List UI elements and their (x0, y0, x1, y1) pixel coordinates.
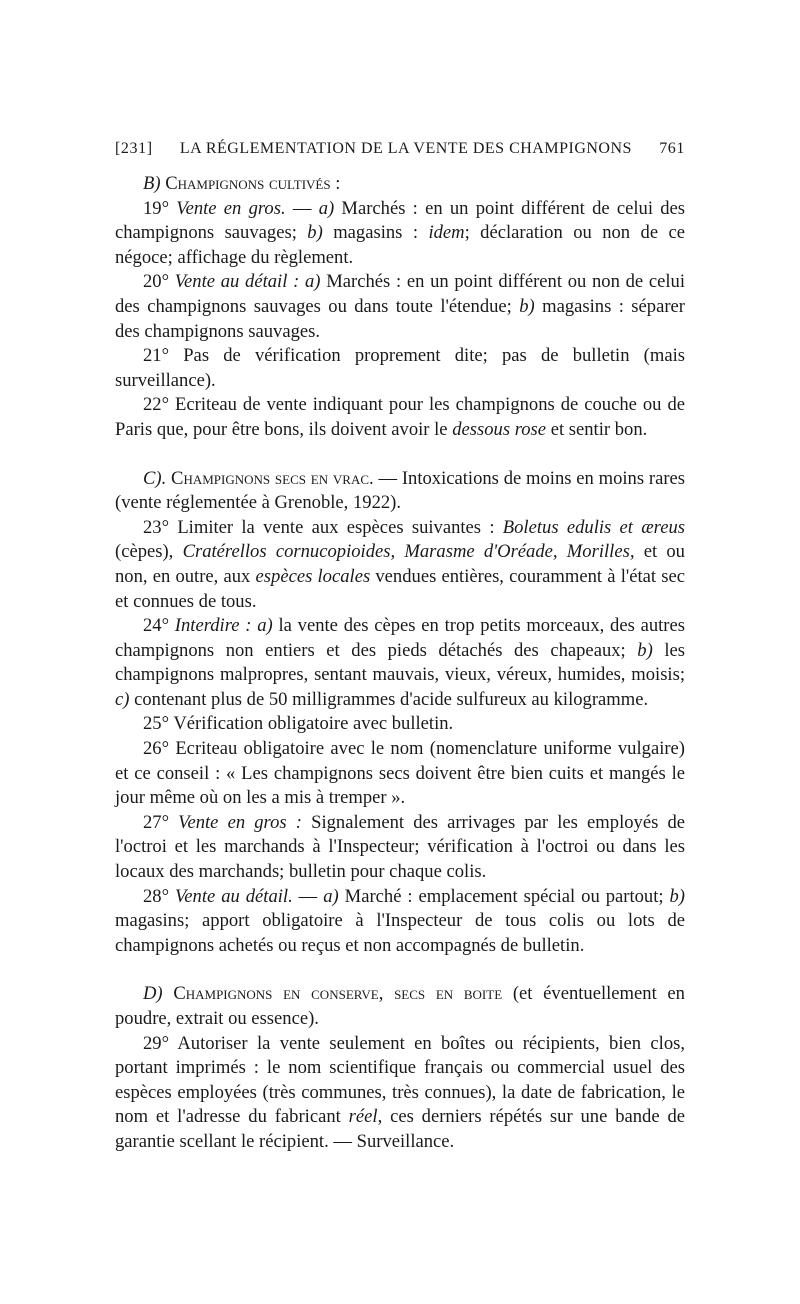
section-marker: C). (143, 467, 167, 489)
paragraph-24: 24° Interdire : a) la vente des cèpes en trop petits morceaux, des autres champignons non entiers et des pieds détachés des chapeaux; b) les champignons malpropres, sentant mauvais, vieux, véreux, humides, moisis; c) contenant plus de 50 milligrammes d'acide sulfureux au kilogramme. (115, 615, 685, 710)
page-ref: [231] (115, 140, 153, 157)
section-marker: B) (143, 173, 161, 194)
paragraph-22: 22° Ecriteau de vente indiquant pour les champignons de couche ou de Paris que, pour être bons, ils doivent avoir le dessous rose et sentir bon. (115, 394, 685, 440)
paragraph-23: 23° Limiter la vente aux espèces suivantes : Boletus edulis et æreus (cèpes), Cratérellos cornucopioides, Marasme d'Oréade, Morilles, et ou non, en outre, aux espèces locales vendues entières, couramment à l'état sec et connues de tous. (115, 516, 685, 612)
running-title: LA RÉGLEMENTATION DE LA VENTE DES CHAMPIGNONS (179, 140, 632, 157)
section-c-heading: C). Champignons secs en vrac. — Intoxications de moins en moins rares (vente réglementée à Grenoble, 1922). (115, 467, 686, 514)
section-heading: Champignons en conserve, secs en boite (173, 983, 503, 1005)
paragraph-29: 29° Autoriser la vente seulement en boîtes ou récipients, bien clos, portant imprimés : le nom scientifique français ou commercial usuel des espèces employées (très communes, très connues), la date de fabrication, le nom et l'adresse du fabricant réel, ces derniers répétés sur une bande de garantie scellant le récipient. — Surveillance. (115, 1032, 685, 1152)
paragraph-19: 19° Vente en gros. — a) Marchés : en un point différent de celui des champignons sauvages; b) magasins : idem; déclaration ou non de ce négoce; affichage du règlement. (115, 197, 686, 268)
paragraph-20: 20° Vente au détail : a) Marchés : en un point différent ou non de celui des champignons sauvages ou dans toute l'étendue; b) magasins : séparer des champignons sauvages. (115, 271, 685, 342)
section-heading: Champignons secs en vrac. (171, 467, 374, 489)
section-marker: D) (143, 983, 163, 1005)
running-header (115, 136, 685, 162)
paragraph-26: 26° Ecriteau obligatoire avec le nom (nomenclature uniforme vulgaire) et ce conseil : « Les champignons secs doivent être bien cuits et mangés le jour même où on les a mis à tremper ». (115, 738, 685, 809)
section-d-heading: D) Champignons en conserve, secs en boite (et éventuellement en poudre, extrait ou essence). (115, 983, 685, 1029)
paragraph-27: 27° Vente en gros : Signalement des arrivages par les employés de l'octroi et les marchands à l'Inspecteur; vérification à l'octroi ou dans les locaux des marchands; bulletin pour chaque colis. (115, 811, 685, 883)
body-text (115, 172, 685, 1155)
page-number: 761 (659, 140, 685, 157)
paragraph-28: 28° Vente au détail. — a) Marché : emplacement spécial ou partout; b) magasins; apport obligatoire à l'Inspecteur de tous colis ou lots de champignons achetés ou reçus et non accompagnés de bulletin. (115, 885, 685, 956)
section-b-heading (115, 172, 685, 197)
paragraph-25: 25° Vérification obligatoire avec bulletin. (143, 713, 454, 735)
document-page (115, 136, 685, 1155)
section-heading: Champignons cultivés : (165, 173, 341, 194)
paragraph-21: 21° Pas de vérification proprement dite; pas de bulletin (mais surveillance). (115, 345, 685, 391)
